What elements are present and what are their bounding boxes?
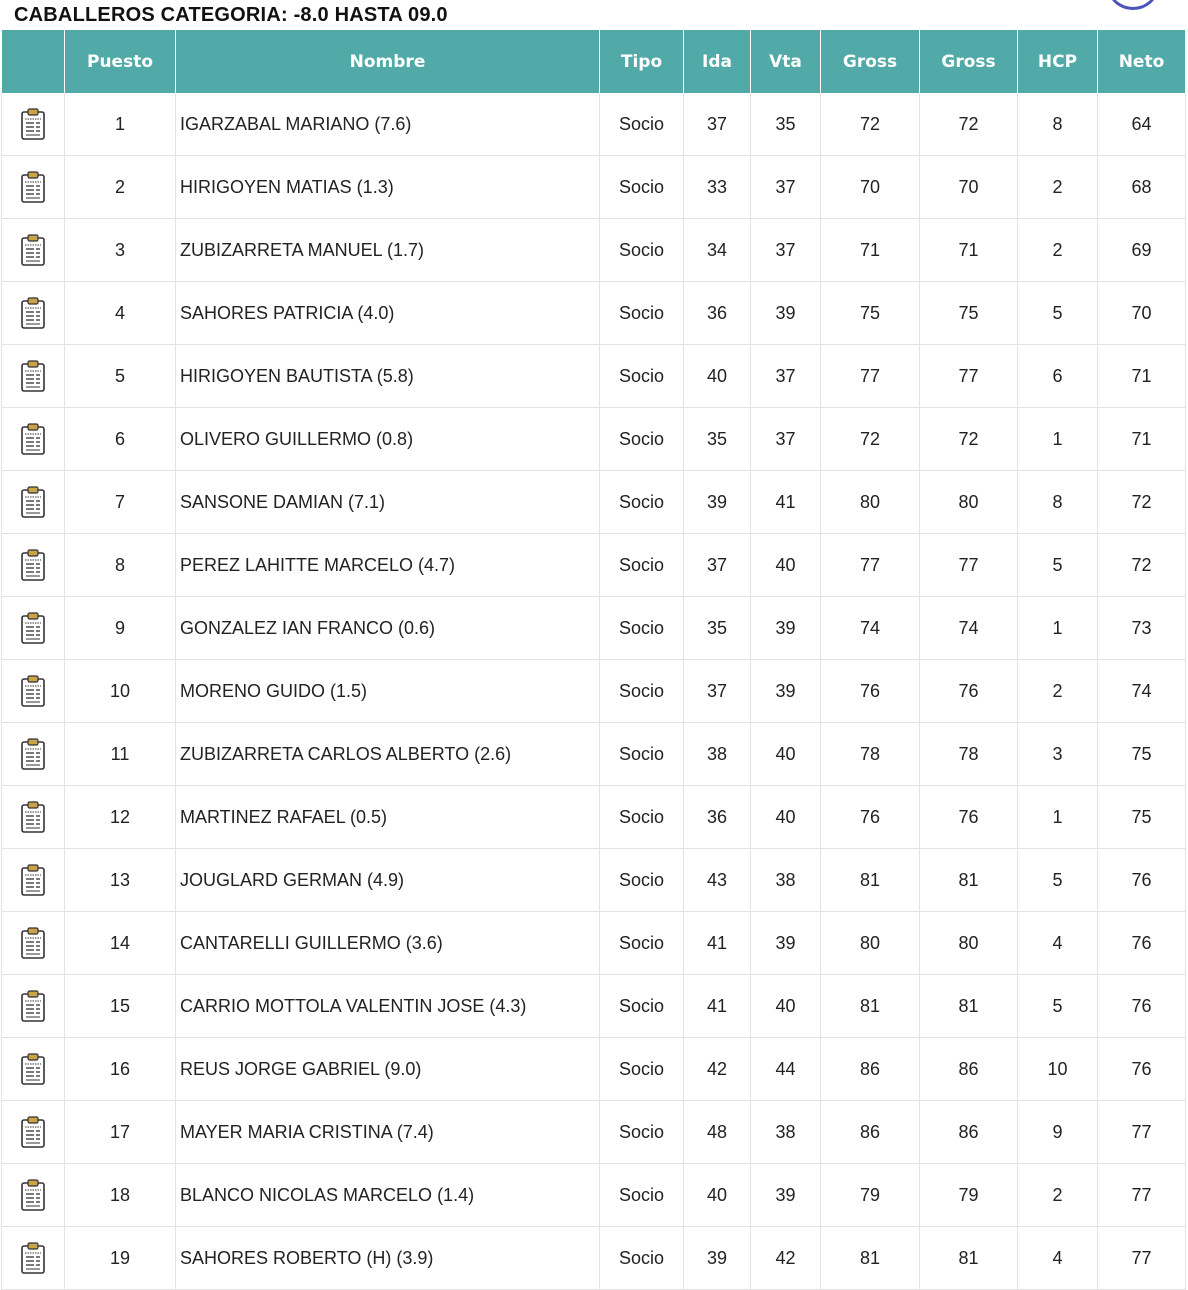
results-table xyxy=(1,30,1186,1290)
cell-ida: 37 xyxy=(684,660,751,723)
cell-gross-2: 76 xyxy=(920,660,1018,723)
cell-vta: 37 xyxy=(751,345,821,408)
cell-neto: 71 xyxy=(1098,408,1186,471)
cell-gross: 86 xyxy=(821,1038,920,1101)
cell-tipo: Socio xyxy=(600,660,684,723)
cell-vta: 35 xyxy=(751,93,821,156)
cell-gross: 78 xyxy=(821,723,920,786)
cell-gross-2: 75 xyxy=(920,282,1018,345)
cell-neto: 75 xyxy=(1098,723,1186,786)
cell-neto: 70 xyxy=(1098,282,1186,345)
header-hcp[interactable]: HCP xyxy=(1018,30,1098,93)
cell-gross: 80 xyxy=(821,912,920,975)
cell-puesto: 14 xyxy=(65,912,176,975)
cell-vta: 38 xyxy=(751,849,821,912)
cell-ida: 36 xyxy=(684,282,751,345)
table-row xyxy=(2,282,1186,345)
table-row xyxy=(2,1164,1186,1227)
header-ida[interactable]: Ida xyxy=(684,30,751,93)
cell-vta: 39 xyxy=(751,660,821,723)
cell-ida: 33 xyxy=(684,156,751,219)
cell-vta: 39 xyxy=(751,597,821,660)
cell-nombre[interactable]: PEREZ LAHITTE MARCELO (4.7) xyxy=(176,534,600,597)
cell-neto: 76 xyxy=(1098,849,1186,912)
cell-neto: 68 xyxy=(1098,156,1186,219)
scorecard-cell[interactable] xyxy=(2,408,65,471)
cell-neto: 73 xyxy=(1098,597,1186,660)
cell-gross: 77 xyxy=(821,534,920,597)
cell-tipo: Socio xyxy=(600,786,684,849)
cell-puesto: 6 xyxy=(65,408,176,471)
cell-gross-2: 78 xyxy=(920,723,1018,786)
cell-gross-2: 81 xyxy=(920,849,1018,912)
cell-neto: 77 xyxy=(1098,1227,1186,1290)
cell-nombre[interactable]: BLANCO NICOLAS MARCELO (1.4) xyxy=(176,1164,600,1227)
cell-vta: 40 xyxy=(751,534,821,597)
cell-puesto: 19 xyxy=(65,1227,176,1290)
cell-hcp: 8 xyxy=(1018,471,1098,534)
cell-nombre[interactable]: HIRIGOYEN BAUTISTA (5.8) xyxy=(176,345,600,408)
table-row xyxy=(2,345,1186,408)
cell-tipo: Socio xyxy=(600,1227,684,1290)
table-row xyxy=(2,597,1186,660)
cell-nombre[interactable]: REUS JORGE GABRIEL (9.0) xyxy=(176,1038,600,1101)
cell-puesto: 10 xyxy=(65,660,176,723)
header-puesto[interactable]: Puesto xyxy=(65,30,176,93)
cell-tipo: Socio xyxy=(600,282,684,345)
cell-gross-2: 86 xyxy=(920,1101,1018,1164)
cell-ida: 35 xyxy=(684,408,751,471)
cell-neto: 74 xyxy=(1098,660,1186,723)
cell-gross-2: 77 xyxy=(920,345,1018,408)
scorecard-cell[interactable] xyxy=(2,282,65,345)
cell-puesto: 12 xyxy=(65,786,176,849)
scorecard-icon[interactable] xyxy=(20,737,46,771)
cell-nombre[interactable]: ZUBIZARRETA CARLOS ALBERTO (2.6) xyxy=(176,723,600,786)
cell-ida: 39 xyxy=(684,1227,751,1290)
cell-gross-2: 70 xyxy=(920,156,1018,219)
cell-tipo: Socio xyxy=(600,1038,684,1101)
cell-ida: 48 xyxy=(684,1101,751,1164)
cell-gross: 74 xyxy=(821,597,920,660)
cell-vta: 41 xyxy=(751,471,821,534)
cell-ida: 40 xyxy=(684,345,751,408)
cell-gross: 86 xyxy=(821,1101,920,1164)
table-row xyxy=(2,219,1186,282)
cell-hcp: 1 xyxy=(1018,786,1098,849)
table-row xyxy=(2,660,1186,723)
cell-neto: 77 xyxy=(1098,1164,1186,1227)
scorecard-icon[interactable] xyxy=(20,989,46,1023)
cell-puesto: 17 xyxy=(65,1101,176,1164)
cell-tipo: Socio xyxy=(600,345,684,408)
scorecard-cell[interactable] xyxy=(2,912,65,975)
scorecard-cell[interactable] xyxy=(2,597,65,660)
page-title: CABALLEROS CATEGORIA: -8.0 HASTA 09.0 xyxy=(14,4,448,26)
table-row xyxy=(2,849,1186,912)
cell-tipo: Socio xyxy=(600,219,684,282)
table-row xyxy=(2,93,1186,156)
cell-puesto: 7 xyxy=(65,471,176,534)
table-row xyxy=(2,1101,1186,1164)
cell-puesto: 8 xyxy=(65,534,176,597)
cell-vta: 39 xyxy=(751,912,821,975)
cell-gross: 81 xyxy=(821,849,920,912)
club-logo xyxy=(1108,0,1158,10)
cell-vta: 40 xyxy=(751,975,821,1038)
scorecard-icon[interactable] xyxy=(20,107,46,141)
cell-puesto: 4 xyxy=(65,282,176,345)
cell-vta: 42 xyxy=(751,1227,821,1290)
cell-nombre[interactable]: GONZALEZ IAN FRANCO (0.6) xyxy=(176,597,600,660)
cell-hcp: 5 xyxy=(1018,534,1098,597)
cell-hcp: 5 xyxy=(1018,282,1098,345)
cell-neto: 72 xyxy=(1098,471,1186,534)
cell-nombre[interactable]: HIRIGOYEN MATIAS (1.3) xyxy=(176,156,600,219)
scorecard-icon[interactable] xyxy=(20,1115,46,1149)
cell-hcp: 4 xyxy=(1018,912,1098,975)
cell-gross: 72 xyxy=(821,408,920,471)
header-icon-col xyxy=(2,30,65,93)
cell-neto: 76 xyxy=(1098,912,1186,975)
table-row xyxy=(2,1227,1186,1290)
cell-vta: 37 xyxy=(751,408,821,471)
cell-nombre[interactable]: SAHORES PATRICIA (4.0) xyxy=(176,282,600,345)
scorecard-cell[interactable] xyxy=(2,1101,65,1164)
scorecard-cell[interactable] xyxy=(2,849,65,912)
cell-gross-2: 76 xyxy=(920,786,1018,849)
scorecard-icon[interactable] xyxy=(20,674,46,708)
cell-vta: 40 xyxy=(751,723,821,786)
scorecard-icon[interactable] xyxy=(20,863,46,897)
scorecard-cell[interactable] xyxy=(2,471,65,534)
cell-hcp: 10 xyxy=(1018,1038,1098,1101)
cell-tipo: Socio xyxy=(600,1101,684,1164)
cell-hcp: 1 xyxy=(1018,597,1098,660)
results-body xyxy=(2,93,1186,1290)
scorecard-cell[interactable] xyxy=(2,786,65,849)
header-neto[interactable]: Neto xyxy=(1098,30,1186,93)
cell-gross-2: 72 xyxy=(920,93,1018,156)
cell-neto: 77 xyxy=(1098,1101,1186,1164)
table-row xyxy=(2,723,1186,786)
cell-puesto: 16 xyxy=(65,1038,176,1101)
scorecard-icon[interactable] xyxy=(20,296,46,330)
scorecard-cell[interactable] xyxy=(2,660,65,723)
cell-gross: 72 xyxy=(821,93,920,156)
table-row xyxy=(2,534,1186,597)
cell-tipo: Socio xyxy=(600,912,684,975)
cell-hcp: 3 xyxy=(1018,723,1098,786)
scorecard-cell[interactable] xyxy=(2,345,65,408)
table-row xyxy=(2,408,1186,471)
scorecard-icon[interactable] xyxy=(20,611,46,645)
scorecard-cell[interactable] xyxy=(2,1164,65,1227)
scorecard-cell[interactable] xyxy=(2,534,65,597)
table-row xyxy=(2,1038,1186,1101)
scorecard-icon[interactable] xyxy=(20,1178,46,1212)
cell-nombre[interactable]: JOUGLARD GERMAN (4.9) xyxy=(176,849,600,912)
cell-neto: 64 xyxy=(1098,93,1186,156)
scorecard-icon[interactable] xyxy=(20,485,46,519)
cell-ida: 37 xyxy=(684,534,751,597)
scorecard-cell[interactable] xyxy=(2,1038,65,1101)
cell-neto: 76 xyxy=(1098,975,1186,1038)
cell-gross: 77 xyxy=(821,345,920,408)
cell-ida: 39 xyxy=(684,471,751,534)
cell-gross: 76 xyxy=(821,660,920,723)
cell-ida: 38 xyxy=(684,723,751,786)
scorecard-icon[interactable] xyxy=(20,548,46,582)
cell-vta: 37 xyxy=(751,156,821,219)
cell-vta: 39 xyxy=(751,282,821,345)
cell-ida: 34 xyxy=(684,219,751,282)
cell-gross: 76 xyxy=(821,786,920,849)
cell-ida: 43 xyxy=(684,849,751,912)
cell-tipo: Socio xyxy=(600,849,684,912)
title-bar xyxy=(0,0,1188,30)
scorecard-cell[interactable] xyxy=(2,723,65,786)
header-tipo[interactable]: Tipo xyxy=(600,30,684,93)
scorecard-icon[interactable] xyxy=(20,800,46,834)
cell-ida: 36 xyxy=(684,786,751,849)
cell-hcp: 2 xyxy=(1018,1164,1098,1227)
cell-ida: 37 xyxy=(684,93,751,156)
cell-gross-2: 79 xyxy=(920,1164,1018,1227)
cell-nombre[interactable]: CARRIO MOTTOLA VALENTIN JOSE (4.3) xyxy=(176,975,600,1038)
cell-gross: 75 xyxy=(821,282,920,345)
cell-puesto: 9 xyxy=(65,597,176,660)
cell-nombre[interactable]: SAHORES ROBERTO (H) (3.9) xyxy=(176,1227,600,1290)
header-gross[interactable]: Gross xyxy=(821,30,920,93)
cell-hcp: 9 xyxy=(1018,1101,1098,1164)
header-nombre[interactable]: Nombre xyxy=(176,30,600,93)
scorecard-cell[interactable] xyxy=(2,975,65,1038)
cell-hcp: 8 xyxy=(1018,93,1098,156)
scorecard-cell[interactable] xyxy=(2,1227,65,1290)
cell-puesto: 13 xyxy=(65,849,176,912)
cell-hcp: 5 xyxy=(1018,849,1098,912)
cell-gross: 70 xyxy=(821,156,920,219)
cell-gross-2: 81 xyxy=(920,975,1018,1038)
cell-nombre[interactable]: IGARZABAL MARIANO (7.6) xyxy=(176,93,600,156)
cell-tipo: Socio xyxy=(600,93,684,156)
cell-tipo: Socio xyxy=(600,534,684,597)
cell-gross: 79 xyxy=(821,1164,920,1227)
cell-gross-2: 74 xyxy=(920,597,1018,660)
cell-vta: 39 xyxy=(751,1164,821,1227)
cell-tipo: Socio xyxy=(600,597,684,660)
cell-puesto: 1 xyxy=(65,93,176,156)
cell-hcp: 6 xyxy=(1018,345,1098,408)
cell-hcp: 2 xyxy=(1018,219,1098,282)
cell-tipo: Socio xyxy=(600,471,684,534)
cell-puesto: 5 xyxy=(65,345,176,408)
header-gross-2[interactable]: Gross xyxy=(920,30,1018,93)
cell-neto: 71 xyxy=(1098,345,1186,408)
cell-puesto: 2 xyxy=(65,156,176,219)
scorecard-icon[interactable] xyxy=(20,233,46,267)
scorecard-icon[interactable] xyxy=(20,1241,46,1275)
cell-hcp: 2 xyxy=(1018,660,1098,723)
table-row xyxy=(2,912,1186,975)
cell-ida: 35 xyxy=(684,597,751,660)
cell-vta: 44 xyxy=(751,1038,821,1101)
cell-gross: 80 xyxy=(821,471,920,534)
cell-neto: 69 xyxy=(1098,219,1186,282)
cell-ida: 41 xyxy=(684,975,751,1038)
cell-tipo: Socio xyxy=(600,975,684,1038)
cell-hcp: 5 xyxy=(1018,975,1098,1038)
cell-gross: 71 xyxy=(821,219,920,282)
scorecard-cell[interactable] xyxy=(2,93,65,156)
header-row xyxy=(2,30,1186,93)
cell-puesto: 11 xyxy=(65,723,176,786)
cell-hcp: 2 xyxy=(1018,156,1098,219)
table-row xyxy=(2,156,1186,219)
cell-puesto: 3 xyxy=(65,219,176,282)
cell-vta: 37 xyxy=(751,219,821,282)
cell-neto: 75 xyxy=(1098,786,1186,849)
cell-nombre[interactable]: MARTINEZ RAFAEL (0.5) xyxy=(176,786,600,849)
cell-nombre[interactable]: ZUBIZARRETA MANUEL (1.7) xyxy=(176,219,600,282)
cell-puesto: 15 xyxy=(65,975,176,1038)
cell-gross-2: 72 xyxy=(920,408,1018,471)
table-row xyxy=(2,471,1186,534)
table-row xyxy=(2,786,1186,849)
cell-neto: 72 xyxy=(1098,534,1186,597)
cell-nombre[interactable]: SANSONE DAMIAN (7.1) xyxy=(176,471,600,534)
cell-nombre[interactable]: MORENO GUIDO (1.5) xyxy=(176,660,600,723)
cell-tipo: Socio xyxy=(600,156,684,219)
cell-tipo: Socio xyxy=(600,1164,684,1227)
cell-nombre[interactable]: MAYER MARIA CRISTINA (7.4) xyxy=(176,1101,600,1164)
cell-ida: 41 xyxy=(684,912,751,975)
cell-tipo: Socio xyxy=(600,723,684,786)
cell-gross-2: 80 xyxy=(920,471,1018,534)
scorecard-cell[interactable] xyxy=(2,219,65,282)
cell-gross-2: 80 xyxy=(920,912,1018,975)
scorecard-icon[interactable] xyxy=(20,926,46,960)
scorecard-icon[interactable] xyxy=(20,170,46,204)
cell-gross-2: 86 xyxy=(920,1038,1018,1101)
cell-hcp: 4 xyxy=(1018,1227,1098,1290)
cell-gross-2: 77 xyxy=(920,534,1018,597)
cell-puesto: 18 xyxy=(65,1164,176,1227)
cell-ida: 40 xyxy=(684,1164,751,1227)
scorecard-icon[interactable] xyxy=(20,422,46,456)
cell-hcp: 1 xyxy=(1018,408,1098,471)
scorecard-icon[interactable] xyxy=(20,1052,46,1086)
cell-gross-2: 81 xyxy=(920,1227,1018,1290)
table-row xyxy=(2,975,1186,1038)
cell-neto: 76 xyxy=(1098,1038,1186,1101)
header-vta[interactable]: Vta xyxy=(751,30,821,93)
cell-ida: 42 xyxy=(684,1038,751,1101)
cell-gross: 81 xyxy=(821,1227,920,1290)
cell-gross-2: 71 xyxy=(920,219,1018,282)
cell-tipo: Socio xyxy=(600,408,684,471)
cell-nombre[interactable]: OLIVERO GUILLERMO (0.8) xyxy=(176,408,600,471)
scorecard-icon[interactable] xyxy=(20,359,46,393)
cell-vta: 40 xyxy=(751,786,821,849)
cell-vta: 38 xyxy=(751,1101,821,1164)
cell-nombre[interactable]: CANTARELLI GUILLERMO (3.6) xyxy=(176,912,600,975)
scorecard-cell[interactable] xyxy=(2,156,65,219)
cell-gross: 81 xyxy=(821,975,920,1038)
